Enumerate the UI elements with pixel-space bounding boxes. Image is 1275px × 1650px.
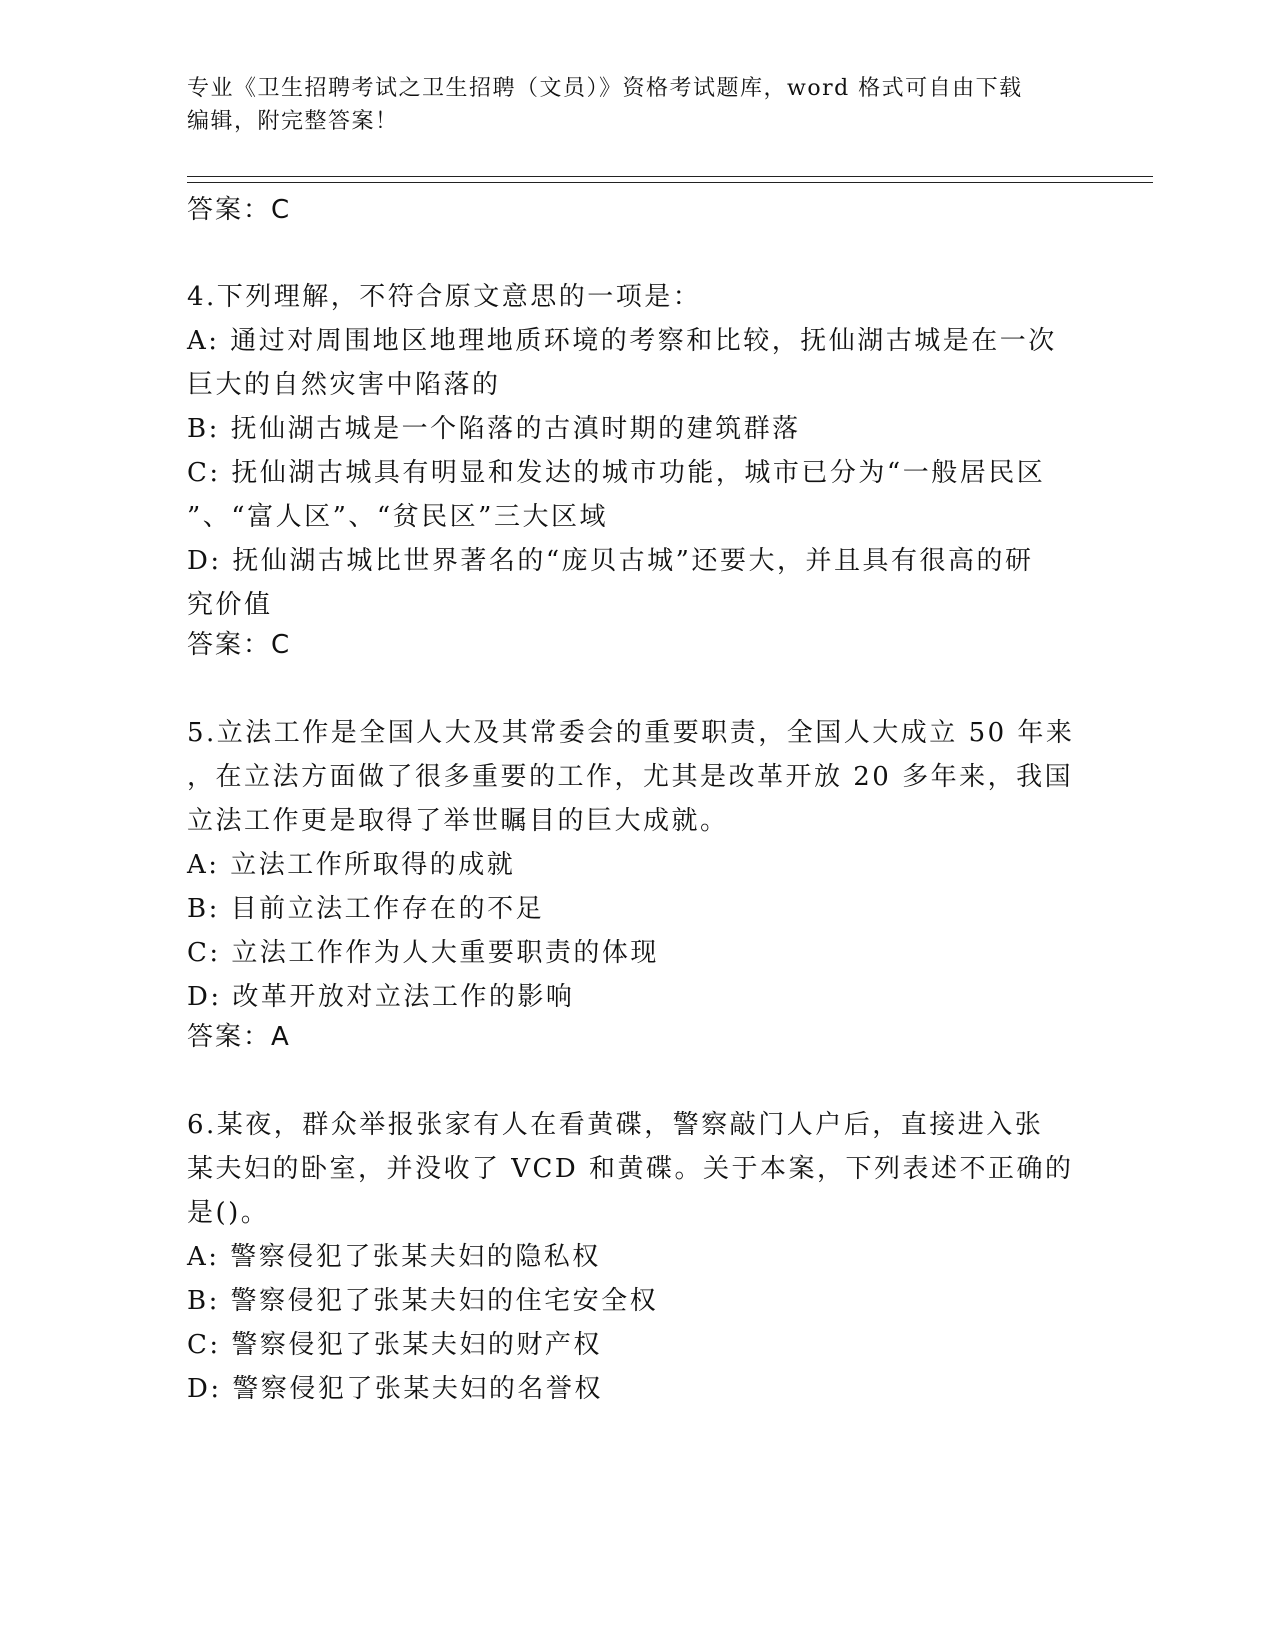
q4-stem: 4.下列理解，不符合原文意思的一项是：	[187, 282, 702, 312]
header-divider-bottom	[187, 182, 1153, 183]
q4-option-a-line1: A: 通过对周围地区地理地质环境的考察和比较，抚仙湖古城是在一次	[187, 326, 1057, 356]
q4-option-d-line2: 究价值	[187, 590, 273, 620]
q4-answer: 答案：C	[187, 630, 292, 660]
header-line-1: 专业《卫生招聘考试之卫生招聘（文员）》资格考试题库，word 格式可自由下载	[187, 76, 1023, 101]
q6-stem-line2: 某夫妇的卧室，并没收了 VCD 和黄碟。关于本案，下列表述不正确的	[187, 1154, 1074, 1184]
q6-option-b: B: 警察侵犯了张某夫妇的住宅安全权	[187, 1286, 659, 1316]
q4-option-d-line1: D: 抚仙湖古城比世界著名的“庞贝古城”还要大，并且具有很高的研	[187, 546, 1034, 576]
document-header	[187, 72, 1067, 138]
q5-stem-line2: ，在立法方面做了很多重要的工作，尤其是改革开放 20 多年来，我国	[187, 762, 1074, 792]
q6-option-d: D: 警察侵犯了张某夫妇的名誉权	[187, 1374, 603, 1404]
q6-stem-line1: 6.某夜，群众举报张家有人在看黄碟，警察敲门人户后，直接进入张	[187, 1110, 1044, 1140]
q5-option-d: D: 改革开放对立法工作的影响	[187, 982, 575, 1012]
header-divider-top	[187, 176, 1153, 177]
q4-option-c-line2: ”、“富人区”、“贫民区”三大区域	[187, 502, 608, 532]
q5-option-c: C: 立法工作作为人大重要职责的体现	[187, 938, 659, 968]
header-line-2: 编辑，附完整答案！	[187, 109, 399, 134]
q5-option-b: B: 目前立法工作存在的不足	[187, 894, 545, 924]
q5-answer: 答案：A	[187, 1022, 291, 1052]
q4-option-b: B: 抚仙湖古城是一个陷落的古滇时期的建筑群落	[187, 414, 801, 444]
q6-option-c: C: 警察侵犯了张某夫妇的财产权	[187, 1330, 602, 1360]
q4-option-c-line1: C: 抚仙湖古城具有明显和发达的城市功能，城市已分为“一般居民区	[187, 458, 1046, 488]
answer-prev: 答案：C	[187, 195, 292, 225]
q6-stem-line3: 是()。	[187, 1198, 270, 1228]
q5-stem-line3: 立法工作更是取得了举世瞩目的巨大成就。	[187, 806, 729, 836]
q5-option-a: A: 立法工作所取得的成就	[187, 850, 516, 880]
q6-option-a: A: 警察侵犯了张某夫妇的隐私权	[187, 1242, 601, 1272]
q5-stem-line1: 5.立法工作是全国人大及其常委会的重要职责，全国人大成立 50 年来	[187, 718, 1075, 748]
q4-option-a-line2: 巨大的自然灾害中陷落的	[187, 370, 501, 400]
